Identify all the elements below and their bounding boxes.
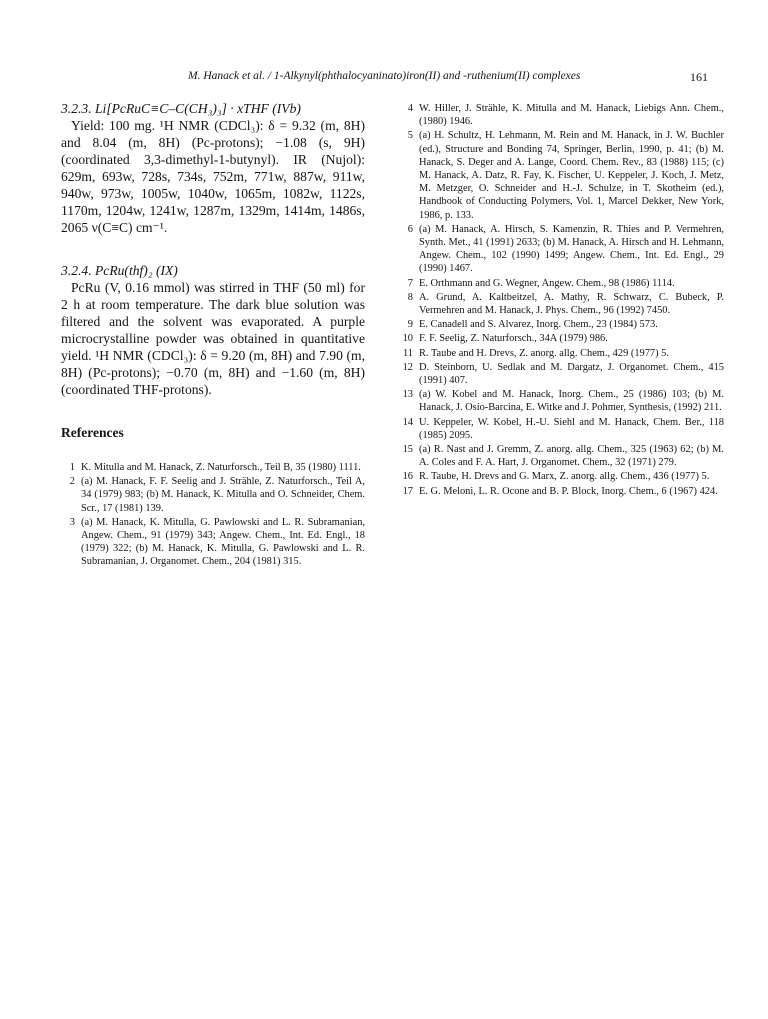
reference-number: 15	[402, 444, 413, 456]
reference-text: R. Taube and H. Drevs, Z. anorg. allg. Chem., 429 (1977) 5.	[419, 347, 669, 359]
reference-text: E. Orthmann and G. Wegner, Angew. Chem., 98 (1986) 1114.	[419, 277, 675, 289]
reference-text: (a) H. Schultz, H. Lehmann, M. Rein and M. Hanack, in J. W. Buchler (ed.), Structure and Bonding 74, Springer, Berlin, 1990, p. 41; (b) M. Hanack, S. Deger and A. Lange, Coord. Chem. Rev., 83 (1988) 115; (c) M. Hanack, A. Datz, R. Fay, K. Fischer, U. Keppeler, J. Koch, J. Metz, M. Metzger, O. Schneider and H.-J. Schulze, in T. Skotheim (ed.), Handbook of Conducting Polymers, Vol. 1, Marcel Dekker, New York, 1986, p. 133.	[419, 130, 724, 221]
reference-text: K. Mitulla and M. Hanack, Z. Naturforsch., Teil B, 35 (1980) 1111.	[81, 462, 361, 473]
reference-list-left	[61, 461, 365, 569]
right-column	[399, 102, 724, 499]
reference-number: 6	[407, 223, 413, 235]
reference-number: 17	[402, 485, 413, 497]
reference-number: 11	[402, 347, 413, 359]
reference-number: 16	[402, 471, 413, 483]
page-header	[60, 70, 708, 90]
reference-number: 2	[69, 476, 75, 488]
reference-item	[399, 318, 724, 331]
reference-text: E. G. Meloni, L. R. Ocone and B. P. Block, Inorg. Chem., 6 (1967) 424.	[419, 485, 718, 497]
reference-item	[399, 443, 724, 469]
reference-item	[399, 277, 724, 290]
reference-text: F. F. Seelig, Z. Naturforsch., 34A (1979) 986.	[419, 333, 608, 345]
reference-number: 10	[402, 333, 413, 345]
reference-number: 14	[402, 416, 413, 428]
reference-text: A. Grund, A. Kaltbeitzel, A. Mathy, R. Schwarz, C. Bubeck, P. Vermehren and M. Hanack, J. Phys. Chem., 96 (1992) 7450.	[419, 291, 724, 317]
reference-text: R. Taube, H. Drevs and G. Marx, Z. anorg. allg. Chem., 436 (1977) 5.	[419, 471, 710, 483]
reference-item	[61, 461, 365, 474]
reference-text: (a) M. Hanack, K. Mitulla, G. Pawlowski and L. R. Subramanian, Angew. Chem., 91 (1979) 343; Angew. Chem., Int. Ed. Engl., 18 (1979) 322; (b) M. Hanack, K. Mitulla, G. Pawlowski and L. R. Subramanian, J. Organomet. Chem., 204 (1981) 315.	[81, 516, 365, 568]
reference-text: (a) M. Hanack, A. Hirsch, S. Kamenzin, R. Thies and P. Vermehren, Synth. Met., 41 (1991) 2633; (b) M. Hanack, A. Hirsch and H. Lehmann, Angew. Chem., 102 (1990) 1499; Angew. Chem., Int. Ed. Engl., 29 (1990) 1467.	[419, 223, 724, 275]
reference-text: D. Steinborn, U. Sedlak and M. Dargatz, J. Organomet. Chem., 415 (1991) 407.	[419, 361, 724, 387]
reference-item	[61, 516, 365, 569]
page-number: 161	[690, 70, 708, 84]
section-3-2-3	[61, 100, 365, 236]
left-column	[61, 100, 365, 570]
reference-item	[399, 347, 724, 360]
section-title: 3.2.3. Li[PcRuC≡C–C(CH₃)₃] · xTHF (IVb)	[61, 101, 301, 116]
reference-text: W. Hiller, J. Strähle, K. Mitulla and M. Hanack, Liebigs Ann. Chem., (1980) 1946.	[419, 103, 724, 128]
reference-number: 7	[407, 277, 413, 289]
reference-number: 8	[407, 291, 413, 303]
reference-list-right	[399, 102, 724, 498]
section-body: PcRu (V, 0.16 mmol) was stirred in THF (50 ml) for 2 h at room temperature. The dark blue solution was filtered and the solvent was evaporated. A purple microcrystalline powder was obtained in quantitative yield. ¹H NMR (CDCl₃): δ = 9.20 (m, 8H) and 7.90 (m, 8H) (Pc-protons); −0.70 (m, 8H) and −1.60 (m, 8H) (coordinated THF-protons).	[61, 280, 365, 397]
running-title: M. Hanack et al. / 1-Alkynyl(phthalocyaninato)iron(II) and -ruthenium(II) complexes	[188, 70, 581, 82]
reference-number: 1	[69, 462, 75, 473]
reference-number: 13	[402, 389, 413, 401]
reference-text: (a) R. Nast and J. Gremm, Z. anorg. allg. Chem., 325 (1963) 62; (b) M. A. Coles and F. A. Hart, J. Organomet. Chem., 32 (1971) 279.	[419, 444, 724, 469]
section-3-2-4	[61, 262, 365, 398]
reference-number: 5	[407, 130, 413, 142]
section-title: 3.2.4. PcRu(thf)₂ (IX)	[61, 263, 178, 278]
reference-item	[399, 388, 724, 414]
reference-text: (a) W. Kobel and M. Hanack, Inorg. Chem., 25 (1986) 103; (b) M. Hanack, J. Osío-Barcina, E. Witke and J. Pohmer, Synthesis, (1992) 211.	[419, 389, 724, 414]
reference-item	[399, 361, 724, 387]
reference-item	[399, 129, 724, 221]
reference-number: 12	[402, 361, 413, 373]
section-body: Yield: 100 mg. ¹H NMR (CDCl₃): δ = 9.32 (m, 8H) and 8.04 (m, 8H) (Pc-protons); −1.08 (s, 9H) (coordinated 3,3-dimethyl-1-butynyl). IR (Nujol): 629m, 693w, 728s, 734s, 752m, 771w, 887w, 911w, 940w, 973w, 1005w, 1040w, 1065m, 1082w, 1122s, 1170m, 1204w, 1241w, 1287m, 1329m, 1414m, 1486s, 2065 ν(C≡C) cm⁻¹.	[61, 118, 365, 235]
references-heading: References	[61, 425, 124, 440]
reference-item	[399, 291, 724, 317]
reference-text: U. Keppeler, W. Kobel, H.-U. Siehl and M. Hanack, Chem. Ber., 118 (1985) 2095.	[419, 416, 724, 441]
reference-item	[399, 470, 724, 483]
reference-number: 3	[69, 516, 75, 528]
reference-item	[399, 416, 724, 442]
reference-text: E. Canadell and S. Alvarez, Inorg. Chem., 23 (1984) 573.	[419, 319, 658, 331]
reference-item	[399, 223, 724, 276]
reference-item	[399, 485, 724, 498]
reference-item	[61, 475, 365, 515]
reference-number: 9	[407, 319, 413, 331]
reference-text: (a) M. Hanack, F. F. Seelig and J. Strähle, Z. Naturforsch., Teil A, 34 (1979) 983; (b) M. Hanack, K. Mitulla and O. Schneider, Chem. Scr., 17 (1981) 139.	[81, 476, 365, 514]
reference-item	[399, 102, 724, 128]
reference-number: 4	[407, 103, 413, 114]
reference-item	[399, 332, 724, 345]
